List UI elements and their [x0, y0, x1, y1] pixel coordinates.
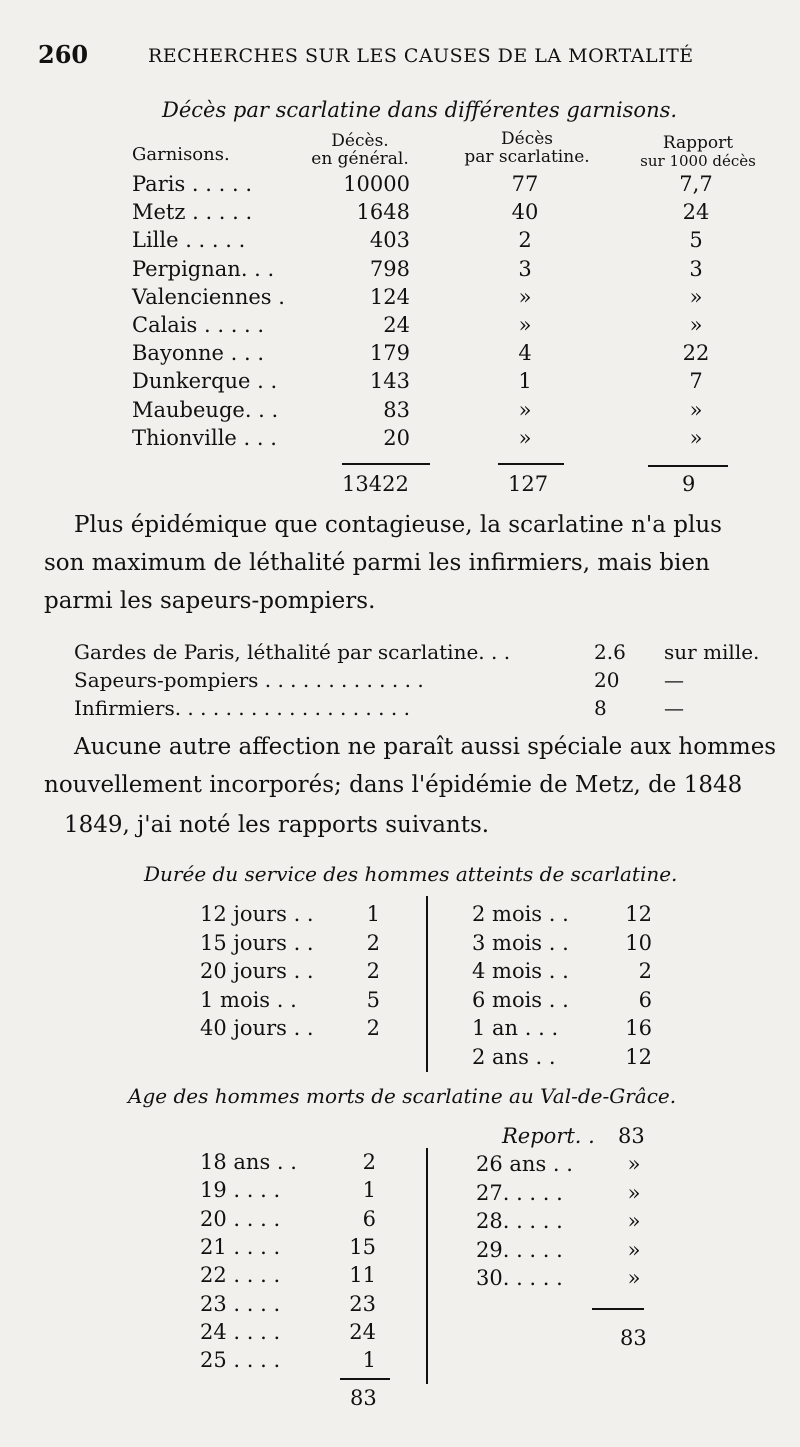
deaths-scarlatine: 1	[518, 369, 532, 394]
service-duration-count: 1	[366, 902, 380, 926]
service-duration-label: 3 mois . .	[472, 930, 569, 955]
service-duration-label: 4 mois . .	[472, 959, 569, 983]
col-header-general: Décès. en général.	[311, 131, 409, 169]
col-header-ratio: Rapport sur 1000 décès	[640, 133, 756, 170]
service-duration-count: 10	[625, 930, 652, 955]
deaths-general: 24	[383, 313, 410, 337]
lethality-value: 8	[594, 696, 607, 720]
paragraph1-line3: parmi les sapeurs-pompiers.	[44, 588, 376, 614]
age-label: 30. . . . .	[476, 1266, 563, 1291]
age-label: 24 . . . .	[200, 1319, 281, 1344]
age-death-count: 1	[362, 1178, 376, 1203]
age-label: 20 . . . .	[200, 1206, 281, 1231]
service-duration-label: 1 an . . .	[472, 1016, 559, 1040]
service-duration-label: 6 mois . .	[472, 987, 569, 1012]
garrison-name: Calais . . . . .	[132, 313, 265, 337]
service-duration-count: 5	[366, 987, 380, 1012]
garrison-name: Perpignan. . .	[132, 256, 275, 281]
lethality-unit: —	[664, 696, 684, 720]
service-duration-count: 2	[366, 930, 380, 955]
ratio-per-1000: 24	[682, 200, 710, 225]
age-death-count: 1	[362, 1348, 376, 1373]
col-header-garrison: Garnisons.	[132, 144, 230, 165]
lethality-label: Gardes de Paris, léthalité par scarlatine. . .	[74, 640, 511, 664]
garrison-name: Valenciennes .	[132, 284, 285, 309]
service-duration-label: 2 mois . .	[472, 902, 569, 926]
deaths-general: 1648	[356, 200, 410, 225]
age-label: 27. . . . .	[476, 1180, 563, 1205]
paragraph2-line3: 1849, j'ai noté les rapports suivants.	[64, 812, 490, 838]
table2-caption: Durée du service des hommes atteints de scarlatine.	[144, 862, 678, 886]
garrison-name: Lille . . . . .	[132, 228, 246, 253]
deaths-general: 10000	[343, 172, 410, 196]
age-death-count: 2	[362, 1150, 376, 1174]
total-ratio: 9	[682, 472, 696, 496]
deaths-general: 124	[369, 284, 410, 309]
rule-general	[342, 463, 430, 465]
age-label: 21 . . . .	[200, 1234, 281, 1259]
deaths-general: 403	[369, 228, 410, 253]
table3-caption: Age des hommes morts de scarlatine au Val-de-Grâce.	[128, 1084, 677, 1108]
ratio-per-1000: »	[689, 313, 703, 337]
table3-right-total: 83	[620, 1326, 647, 1350]
age-death-count: 23	[349, 1291, 376, 1316]
age-label: 23 . . . .	[200, 1291, 281, 1316]
age-death-count: »	[627, 1180, 641, 1205]
deaths-general: 83	[383, 397, 410, 422]
table3-right-rule	[592, 1308, 644, 1310]
age-label: 22 . . . .	[200, 1263, 281, 1288]
deaths-scarlatine: 40	[511, 200, 539, 225]
lethality-label: Sapeurs-pompiers . . . . . . . . . . . . .	[74, 668, 424, 692]
service-duration-label: 15 jours . .	[200, 930, 314, 955]
lethality-value: 20	[594, 668, 620, 692]
deaths-general: 20	[383, 425, 410, 450]
deaths-scarlatine: 3	[518, 256, 532, 281]
service-duration-label: 1 mois . .	[200, 987, 297, 1012]
col-header-scarlatine: Décès par scarlatine.	[464, 129, 590, 167]
table3-divider	[426, 1148, 428, 1384]
garrison-name: Metz . . . . .	[132, 200, 253, 225]
age-label: 29. . . . .	[476, 1237, 563, 1262]
age-death-count: 6	[362, 1206, 376, 1231]
deaths-scarlatine: 77	[511, 172, 539, 196]
total-scarlatine: 127	[508, 472, 549, 496]
lethality-value: 2.6	[594, 640, 626, 664]
age-death-count: 11	[349, 1263, 376, 1288]
service-duration-count: 12	[625, 902, 652, 926]
ratio-per-1000: »	[689, 425, 703, 450]
rule-scarlatine	[498, 463, 564, 465]
paragraph2-line1: Aucune autre affection ne paraît aussi spéciale aux hommes	[74, 734, 777, 760]
rule-ratio	[648, 465, 728, 467]
service-duration-label: 20 jours . .	[200, 959, 314, 983]
report-label: Report. .	[502, 1124, 595, 1148]
paragraph2-line2: nouvellement incorporés; dans l'épidémie de Metz, de 1848	[44, 772, 743, 798]
deaths-general: 798	[369, 256, 410, 281]
garrison-name: Dunkerque . .	[132, 369, 278, 394]
garrison-name: Thionville . . .	[132, 425, 277, 450]
age-death-count: »	[627, 1209, 641, 1234]
service-duration-count: 12	[625, 1044, 652, 1069]
garrison-name: Paris . . . . .	[132, 172, 252, 196]
garrison-name: Bayonne . . .	[132, 341, 264, 366]
service-duration-label: 12 jours . .	[200, 902, 314, 926]
total-general: 13422	[342, 472, 409, 496]
service-duration-count: 2	[366, 1016, 380, 1040]
ratio-per-1000: 22	[682, 341, 710, 366]
age-label: 19 . . . .	[200, 1178, 281, 1203]
lethality-label: Infirmiers. . . . . . . . . . . . . . . . . . .	[74, 696, 410, 720]
paragraph1-line1: Plus épidémique que contagieuse, la scarlatine n'a plus	[74, 512, 722, 538]
paragraph1-line2: son maximum de léthalité parmi les infirmiers, mais bien	[44, 550, 710, 576]
report-value: 83	[618, 1124, 645, 1148]
age-death-count: 24	[349, 1319, 376, 1344]
lethality-unit: —	[664, 668, 684, 692]
deaths-general: 179	[369, 341, 410, 366]
deaths-scarlatine: »	[518, 425, 532, 450]
age-death-count: »	[627, 1266, 641, 1291]
lethality-unit: sur mille.	[664, 640, 760, 664]
table1-caption: Décès par scarlatine dans différentes garnisons.	[162, 98, 678, 122]
table3-left-total: 83	[350, 1386, 377, 1410]
service-duration-count: 2	[638, 959, 652, 983]
service-duration-count: 16	[625, 1016, 652, 1040]
age-label: 25 . . . .	[200, 1348, 281, 1373]
ratio-per-1000: 3	[689, 256, 703, 281]
ratio-per-1000: »	[689, 284, 703, 309]
table3-left-rule	[340, 1378, 390, 1380]
deaths-scarlatine: 2	[518, 228, 532, 253]
ratio-per-1000: 7	[689, 369, 703, 394]
service-duration-label: 2 ans . .	[472, 1044, 556, 1069]
age-label: 18 ans . .	[200, 1150, 297, 1174]
running-header: RECHERCHES SUR LES CAUSES DE LA MORTALITÉ	[148, 45, 694, 67]
page-number: 260	[38, 40, 89, 69]
deaths-scarlatine: »	[518, 397, 532, 422]
age-death-count: 15	[349, 1234, 376, 1259]
deaths-general: 143	[369, 369, 410, 394]
deaths-scarlatine: »	[518, 284, 532, 309]
age-death-count: »	[627, 1152, 641, 1176]
ratio-per-1000: »	[689, 397, 703, 422]
age-death-count: »	[627, 1237, 641, 1262]
ratio-per-1000: 5	[689, 228, 703, 253]
service-duration-count: 6	[638, 987, 652, 1012]
service-duration-label: 40 jours . .	[200, 1016, 314, 1040]
deaths-scarlatine: »	[518, 313, 532, 337]
ratio-per-1000: 7,7	[679, 172, 713, 196]
age-label: 26 ans . .	[476, 1152, 573, 1176]
age-label: 28. . . . .	[476, 1209, 563, 1234]
garrison-name: Maubeuge. . .	[132, 397, 279, 422]
service-duration-count: 2	[366, 959, 380, 983]
deaths-scarlatine: 4	[518, 341, 532, 366]
table2-divider	[426, 896, 428, 1072]
